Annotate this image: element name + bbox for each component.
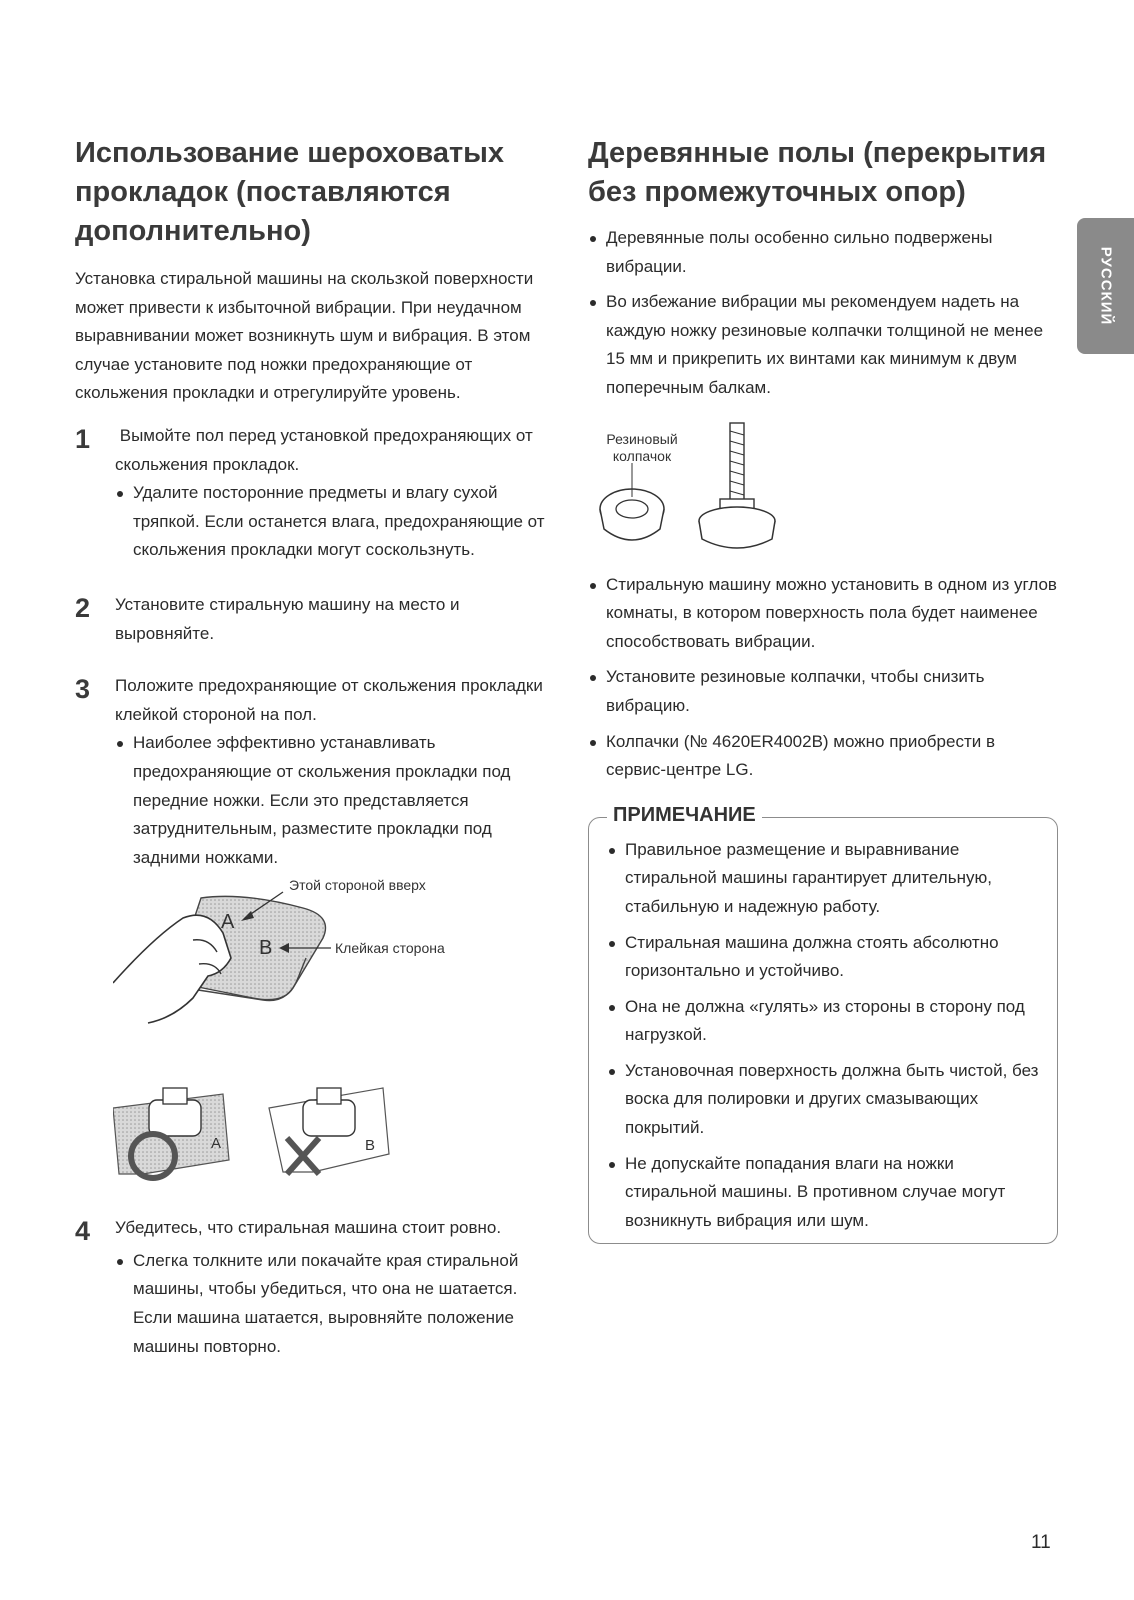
left-section-title: Использование шероховатых прокладок (поставляются дополнительно) [75,137,505,247]
list-item: Стиральную машину можно установить в одном из углов комнаты, в котором поверхность пола будет наименее способствовать вибрации. [588,571,1058,657]
note-box [588,803,1058,1245]
step-text: Установите стиральную машину на место и выровняйте. [115,594,460,643]
right-column [588,134,1058,1244]
rubber-cap-label: Резиновый колпачок [606,430,678,464]
step-text: Положите предохраняющие от скольжения прокладки клейкой стороной на пол. [115,676,543,724]
foot-wrong [303,1100,355,1136]
step-1 [75,422,550,565]
label-this-side-up: Этой стороной вверх [289,878,426,894]
step-number: 1 [75,423,91,454]
left-intro: Установка стиральной машины на скользкой поверхности может привести к избыточной вибрации. При неудачном выравнивании может возникнуть шум и вибрация. В этом случае установите под ножки предохраняющие от скольжения прокладки и отрегулируйте уровень. [75,269,534,403]
step-2 [75,591,550,648]
list-item: Слегка толкните или покачайте края стиральной машины, чтобы убедиться, что она не шатается. Если машина шатается, выровняйте положение машины повторно. [115,1247,550,1361]
list-item: Колпачки (№ 4620ER4002B) можно приобрести в сервис-центре LG. [588,728,1058,785]
pad-illustration [113,878,513,1038]
pad-letter-b: B [259,937,273,960]
note-title: ПРИМЕЧАНИЕ [607,804,762,827]
list-item: Установочная поверхность должна быть чистой, без воска для полировки и других смазывающих покрытий. [607,1057,1039,1143]
step-text: Вымойте пол перед установкой предохраняющих от скольжения прокладок. [115,425,538,474]
pad-letter-a: A [221,911,235,934]
left-column [75,134,550,1361]
feet-letter-b: B [365,1137,376,1155]
label-sticky-side: Клейкая сторона [335,940,445,957]
page-number: 11 [1031,1532,1051,1553]
list-item: Не допускайте попадания влаги на ножки стиральной машины. В противном случае могут возникнуть вибрация или шум. [607,1150,1039,1236]
feet-letter-a: A [211,1135,222,1153]
step-number: 2 [75,592,91,623]
step-number: 4 [75,1216,91,1247]
list-item: Она не должна «гулять» из стороны в сторону под нагрузкой. [607,993,1039,1050]
list-item: Деревянные полы особенно сильно подвержены вибрации. [588,224,1058,281]
hand-shape [113,915,231,1023]
foot-correct [149,1100,201,1136]
language-tab-label: РУССКИЙ [1097,246,1114,326]
language-tab [1077,218,1134,354]
list-item: Правильное размещение и выравнивание стиральной машины гарантирует длительную, стабильную и надежную работу. [607,836,1039,922]
rubber-cap-illustration [588,417,798,559]
step-4 [75,1214,550,1361]
list-item: Наиболее эффективно устанавливать предохраняющие от скольжения прокладки под передние ножки. Если это представляется затруднительным, разместите прокладки под задними ножками. [115,729,550,872]
feet-placement-illustration [113,1078,413,1188]
step-number: 3 [75,674,91,705]
step-text: Убедитесь, что стиральная машина стоит ровно. [115,1218,502,1238]
right-section-title: Деревянные полы (перекрытия без промежуточных опор) [588,137,1047,208]
list-item: Удалите посторонние предметы и влагу сухой тряпкой. Если останется влага, предохраняющие от скольжения прокладки могут соскользнуть. [115,479,550,565]
rubber-cap-figure [588,417,1058,559]
list-item: Во избежание вибрации мы рекомендуем надеть на каждую ножку резиновые колпачки толщиной не менее 15 мм и прикрепить их винтами как минимум к двум поперечным балкам. [588,288,1058,402]
step-3 [75,672,550,872]
list-item: Стиральная машина должна стоять абсолютно горизонтально и устойчиво. [607,929,1039,986]
list-item: Установите резиновые колпачки, чтобы снизить вибрацию. [588,663,1058,720]
